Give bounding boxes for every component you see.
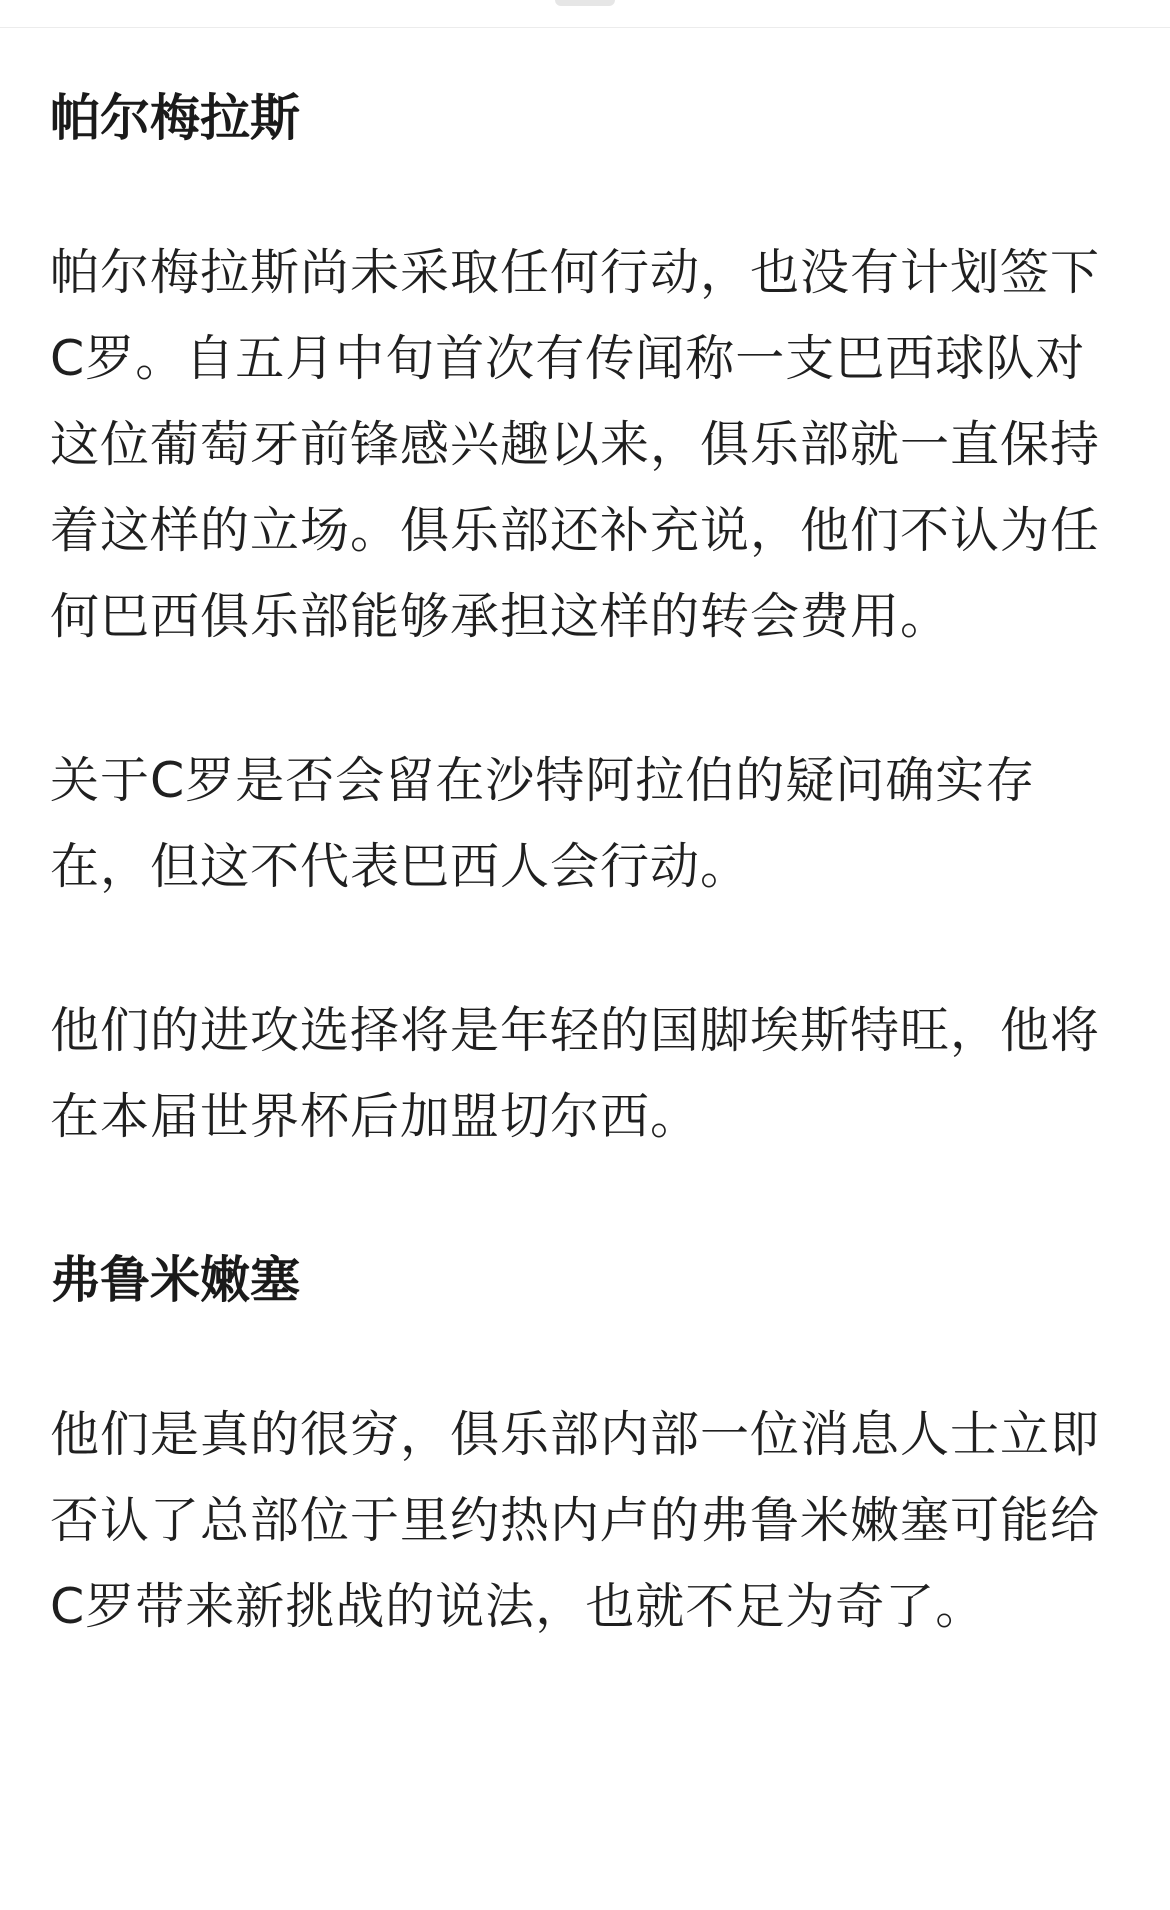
pull-indicator: [555, 0, 615, 6]
article-body: [50, 78, 1122, 1650]
paragraph: 他们的进攻选择将是年轻的国脚埃斯特旺，他将在本届世界杯后加盟切尔西。: [50, 1002, 1101, 1145]
section-heading-palmeiras: 帕尔梅拉斯: [50, 89, 300, 147]
paragraph: 关于C罗是否会留在沙特阿拉伯的疑问确实存在，但这不代表巴西人会行动。: [50, 752, 1036, 895]
section-heading-fluminense: 弗鲁米嫩塞: [50, 1251, 300, 1309]
paragraph: 他们是真的很穷，俱乐部内部一位消息人士立即否认了总部位于里约热内卢的弗鲁米嫩塞可能给C罗带来新挑战的说法，也就不足为奇了。: [50, 1406, 1101, 1635]
top-divider: [0, 27, 1170, 28]
paragraph: 帕尔梅拉斯尚未采取任何行动，也没有计划签下C罗。自五月中旬首次有传闻称一支巴西球队对这位葡萄牙前锋感兴趣以来，俱乐部就一直保持着这样的立场。俱乐部还补充说，他们不认为任何巴西俱乐部能够承担这样的转会费用。: [50, 244, 1101, 645]
